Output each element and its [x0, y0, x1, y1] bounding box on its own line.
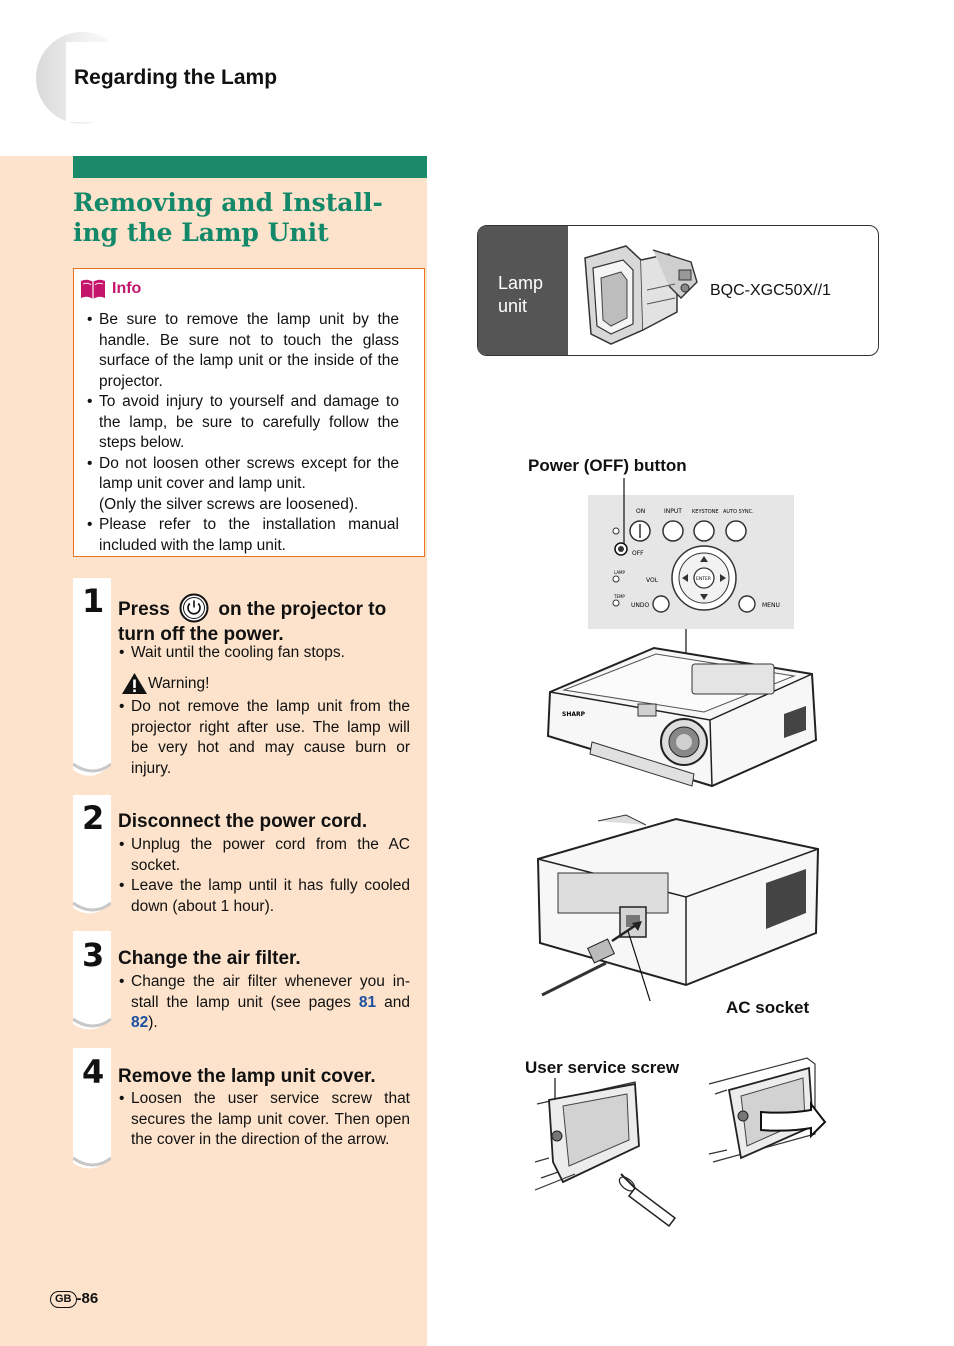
step-bullet: • Leave the lamp until it has fully cooled down (about 1 hour). [118, 876, 410, 917]
page-link-82[interactable]: 82 [131, 1014, 149, 1031]
page-header-title: Regarding the Lamp [74, 66, 278, 89]
panel-keystone-label: KEYSTONE [692, 509, 719, 515]
panel-off-label: OFF [632, 550, 644, 557]
step-head-pre: Press [118, 599, 170, 620]
lamp-unit-illustration [581, 238, 703, 346]
projector-brand: SHARP [562, 711, 586, 718]
region-badge: GB [50, 1291, 77, 1308]
step-body [118, 1089, 410, 1151]
lamp-unit-box [477, 225, 879, 356]
step-head-post: on the projector to turn off the power. [118, 599, 387, 645]
panel-autosync-label: AUTO SYNC. [723, 509, 754, 515]
panel-lamp-label: LAMP [614, 570, 625, 575]
step-number: 1 [82, 582, 105, 620]
step-number: 4 [82, 1053, 105, 1091]
step3-bullet-post: ). [148, 1014, 158, 1031]
section-title-line1: Removing and Install- [73, 188, 383, 217]
warning-bullet: • Do not remove the lamp unit from the projector right after use. The lamp will be very hot and may cause burn or injury. [118, 697, 410, 779]
step-bullet: • Loosen the user service screw that secures the lamp unit cover. Then open the cover in the direction of the arrow. [118, 1089, 410, 1151]
warning-icon [121, 672, 148, 695]
page-number [50, 1290, 98, 1308]
warning-body [118, 697, 410, 779]
info-label: Info [112, 280, 142, 297]
section-title-line2: ing the Lamp Unit [73, 218, 329, 247]
step-heading: Change the air filter. [118, 948, 301, 969]
lamp-label-line2: unit [498, 296, 528, 316]
page-link-81[interactable]: 81 [358, 993, 377, 1011]
ac-socket-label: AC socket [726, 998, 810, 1017]
step-number: 2 [82, 799, 105, 837]
info-note: (Only the silver screws are loosened). [99, 495, 359, 513]
panel-enter-label: ENTER [696, 577, 711, 582]
section-title [73, 188, 413, 248]
step-number: 3 [82, 936, 105, 974]
panel-vol-label: VOL [646, 577, 659, 584]
step-body [118, 643, 410, 664]
control-panel-figure [586, 476, 796, 656]
step-bullet: • Unplug the power cord from the AC socket. [118, 835, 410, 876]
info-list [86, 310, 399, 556]
book-icon [80, 278, 106, 300]
step-bullet [118, 972, 410, 1034]
step3-bullet-pre: Change the air filter whenever you in-stall the lamp unit (see pages [131, 973, 410, 1011]
info-item: • Do not loosen other screws except for the lamp unit cover and lamp unit. [86, 454, 399, 495]
panel-menu-label: MENU [762, 602, 780, 609]
step-bullet: • Wait until the cooling fan stops. [118, 643, 410, 664]
step3-and: and [384, 993, 410, 1011]
lamp-label [498, 272, 543, 318]
power-icon [179, 593, 209, 623]
power-off-callout: Power (OFF) button [528, 456, 687, 475]
screw-illustration [535, 1078, 685, 1230]
lamp-label-line1: Lamp [498, 273, 544, 293]
panel-temp-label: TEMP [614, 594, 625, 599]
cover-open-illustration [707, 1054, 831, 1166]
section-bar [73, 156, 427, 178]
panel-undo-label: UNDO [631, 602, 650, 609]
projector-back-illustration [536, 813, 824, 1001]
panel-input-label: INPUT [664, 508, 682, 515]
warning-label: Warning! [148, 675, 210, 692]
user-service-screw-label: User service screw [525, 1058, 680, 1077]
step-heading: Disconnect the power cord. [118, 811, 368, 832]
page-number-text: -86 [76, 1290, 99, 1307]
info-item: • Please refer to the installation manual included with the lamp unit. [86, 515, 399, 556]
projector-front-illustration [544, 644, 818, 790]
info-item: • To avoid injury to yourself and damage to the lamp, be sure to carefully follow the steps below. [86, 392, 399, 454]
step-heading [118, 593, 410, 647]
step-body [118, 835, 410, 917]
info-item: • Be sure to remove the lamp unit by the handle. Be sure not to touch the glass surface of the lamp unit or the inside of the projector. [86, 310, 399, 392]
panel-on-label: ON [636, 508, 646, 515]
lamp-model-number: BQC-XGC50X//1 [710, 282, 831, 299]
step-body [118, 972, 410, 1034]
step-heading: Remove the lamp unit cover. [118, 1066, 376, 1087]
